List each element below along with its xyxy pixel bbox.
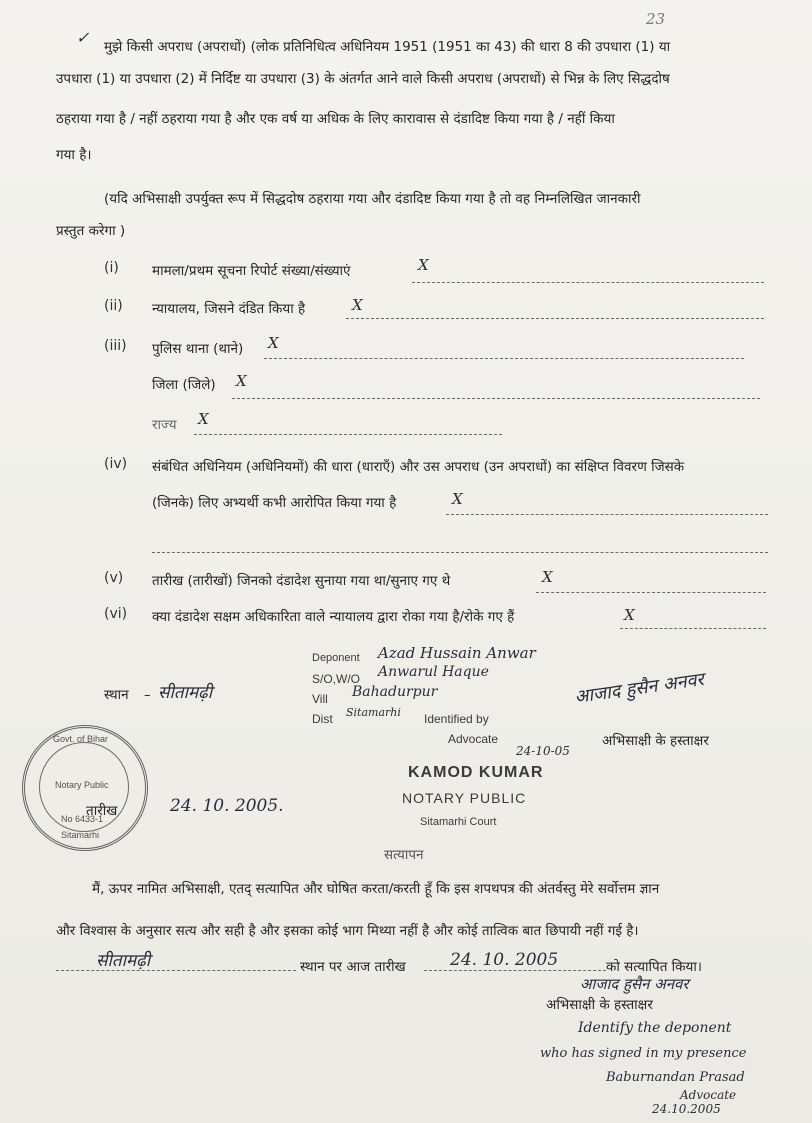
fill-line <box>346 318 764 319</box>
item-value: X <box>418 256 429 274</box>
verification-end-text: को सत्यापित किया। <box>606 959 702 975</box>
advocate-note-line-2: who has signed in my presence <box>540 1046 747 1061</box>
place-value: सीतामढ़ी <box>158 683 213 703</box>
intro-line-2: उपधारा (1) या उपधारा (2) में निर्दिष्ट या उपधारा (3) के अंतर्गत आने वाले किसी अपराध (अपराधों) से भिन्न के लिए सिद्धदोष <box>56 71 670 87</box>
item-label: पुलिस थाना (थाने) <box>152 341 244 357</box>
page-number-mark: 23 <box>646 10 666 28</box>
item-label: जिला (जिले) <box>152 377 216 393</box>
deponent-signature-label: अभिसाक्षी के हस्ताक्षर <box>602 733 709 749</box>
place-dash: – <box>144 687 151 703</box>
fill-line <box>446 514 768 515</box>
stamp-advocate: Advocate <box>448 732 499 746</box>
advocate-note-line-4: Advocate <box>680 1088 737 1102</box>
verification-date: 24. 10. 2005 <box>450 950 559 970</box>
stamp-handwritten-value: Anwarul Haque <box>378 664 489 680</box>
verification-mid-text: स्थान पर आज तारीख <box>300 959 406 975</box>
item-value: X <box>268 334 279 352</box>
item-value: X <box>542 568 553 586</box>
item-label-continued: (जिनके) लिए अभ्यर्थी कभी आरोपित किया गया है <box>152 495 397 511</box>
stamp-label: Deponent <box>312 652 360 664</box>
seal-reg-text: No 6433-1 <box>61 814 104 824</box>
date-value: 24. 10. 2005. <box>170 796 284 816</box>
fill-line <box>264 358 744 359</box>
item-value: X <box>624 606 635 624</box>
verification-signature-label: अभिसाक्षी के हस्ताक्षर <box>546 997 653 1013</box>
item-number: (i) <box>104 260 119 276</box>
advocate-note-line-5: 24.10.2005 <box>652 1102 721 1116</box>
item-number: (ii) <box>104 298 123 314</box>
fill-line <box>412 282 764 283</box>
intro-line-4: गया है। <box>56 147 92 163</box>
seal-middle-text: Notary Public <box>55 780 109 790</box>
conditional-line-2: प्रस्तुत करेगा ) <box>56 223 126 239</box>
stamp-handwritten-value: Azad Hussain Anwar <box>378 644 536 662</box>
seal-top-text: Govt. of Bihar <box>53 734 109 744</box>
deponent-signature: आजाद हुसैन अनवर <box>573 669 706 708</box>
fill-line <box>620 628 766 629</box>
item-label: तारीख (तारीखों) जिनको दंडादेश सुनाया गया था/सुनाए गए थे <box>152 573 451 589</box>
item-number: (v) <box>104 570 124 586</box>
fill-line <box>194 434 502 435</box>
stamp-date: 24-10-05 <box>516 744 570 758</box>
item-number: (iv) <box>104 456 128 472</box>
stamp-handwritten-value: Sitamarhi <box>346 706 401 719</box>
item-label: संबंधित अधिनियम (अधिनियमों) की धारा (धाराएँ) और उस अपराध (उन अपराधों) का संक्षिप्त विवरण जिसके <box>152 459 685 475</box>
fill-line <box>424 970 606 971</box>
stamp-label: S/O,W/O <box>312 672 360 686</box>
item-label: न्यायालय, जिसने दंडित किया है <box>152 301 306 317</box>
fill-line <box>536 592 766 593</box>
checkmark-icon: ✓ <box>76 28 90 47</box>
verification-heading: सत्यापन <box>384 847 424 863</box>
stamp-handwritten-value: Bahadurpur <box>352 684 438 700</box>
date-label: तारीख <box>86 803 118 819</box>
item-number: (vi) <box>104 606 128 622</box>
conditional-line-1: (यदि अभिसाक्षी उपर्युक्त रूप में सिद्धदोष ठहराया गया और दंडादिष्ट किया गया है तो वह निम्नलिखित जानकारी <box>104 191 641 207</box>
verification-line-1: मैं, ऊपर नामित अभिसाक्षी, एतद् सत्यापित और घोषित करता/करती हूँ कि इस शपथपत्र की अंतर्वस्तु मेरे सर्वोत्तम ज्ञान <box>92 881 660 897</box>
advocate-note-line-3: Baburnandan Prasad <box>606 1070 745 1085</box>
notary-seal <box>22 725 148 851</box>
item-label: राज्य <box>152 417 177 433</box>
fill-line <box>152 552 768 553</box>
notary-title: NOTARY PUBLIC <box>402 790 527 806</box>
item-label: क्या दंडादेश सक्षम अधिकारिता वाले न्यायालय द्वारा रोका गया है/रोके गए हैं <box>152 609 515 625</box>
item-value: X <box>198 410 209 428</box>
verification-line-2: और विश्वास के अनुसार सत्य और सही है और इसका कोई भाग मिथ्या नहीं है और कोई तात्विक बात छिपायी नहीं गई है। <box>56 923 639 939</box>
stamp-identified-by: Identified by <box>424 712 489 726</box>
stamp-label: Vill <box>312 692 328 706</box>
fill-line <box>56 970 296 971</box>
verification-signature: आजाद हुसैन अनवर <box>580 975 689 993</box>
item-value: X <box>352 296 363 314</box>
intro-line-1: मुझे किसी अपराध (अपराधों) (लोक प्रतिनिधित्व अधिनियम 1951 (1951 का 43) की धारा 8 की उपधारा (1) या <box>104 39 671 55</box>
stamp-label: Dist <box>312 712 333 726</box>
item-number: (iii) <box>104 338 127 354</box>
seal-bottom-text: Sitamarhi <box>61 830 100 840</box>
item-label: मामला/प्रथम सूचना रिपोर्ट संख्या/संख्याएं <box>152 263 351 279</box>
notary-court: Sitamarhi Court <box>420 816 497 828</box>
item-value: X <box>236 372 247 390</box>
place-label: स्थान <box>104 687 129 703</box>
notary-name: KAMOD KUMAR <box>408 764 544 781</box>
intro-line-3: ठहराया गया है / नहीं ठहराया गया है और एक वर्ष या अधिक के लिए कारावास से दंडादिष्ट किया गया है / नहीं किया <box>56 111 615 127</box>
advocate-note-line-1: Identify the deponent <box>578 1020 732 1036</box>
item-value: X <box>452 490 463 508</box>
verification-place: सीतामढ़ी <box>96 951 151 971</box>
fill-line <box>232 398 760 399</box>
